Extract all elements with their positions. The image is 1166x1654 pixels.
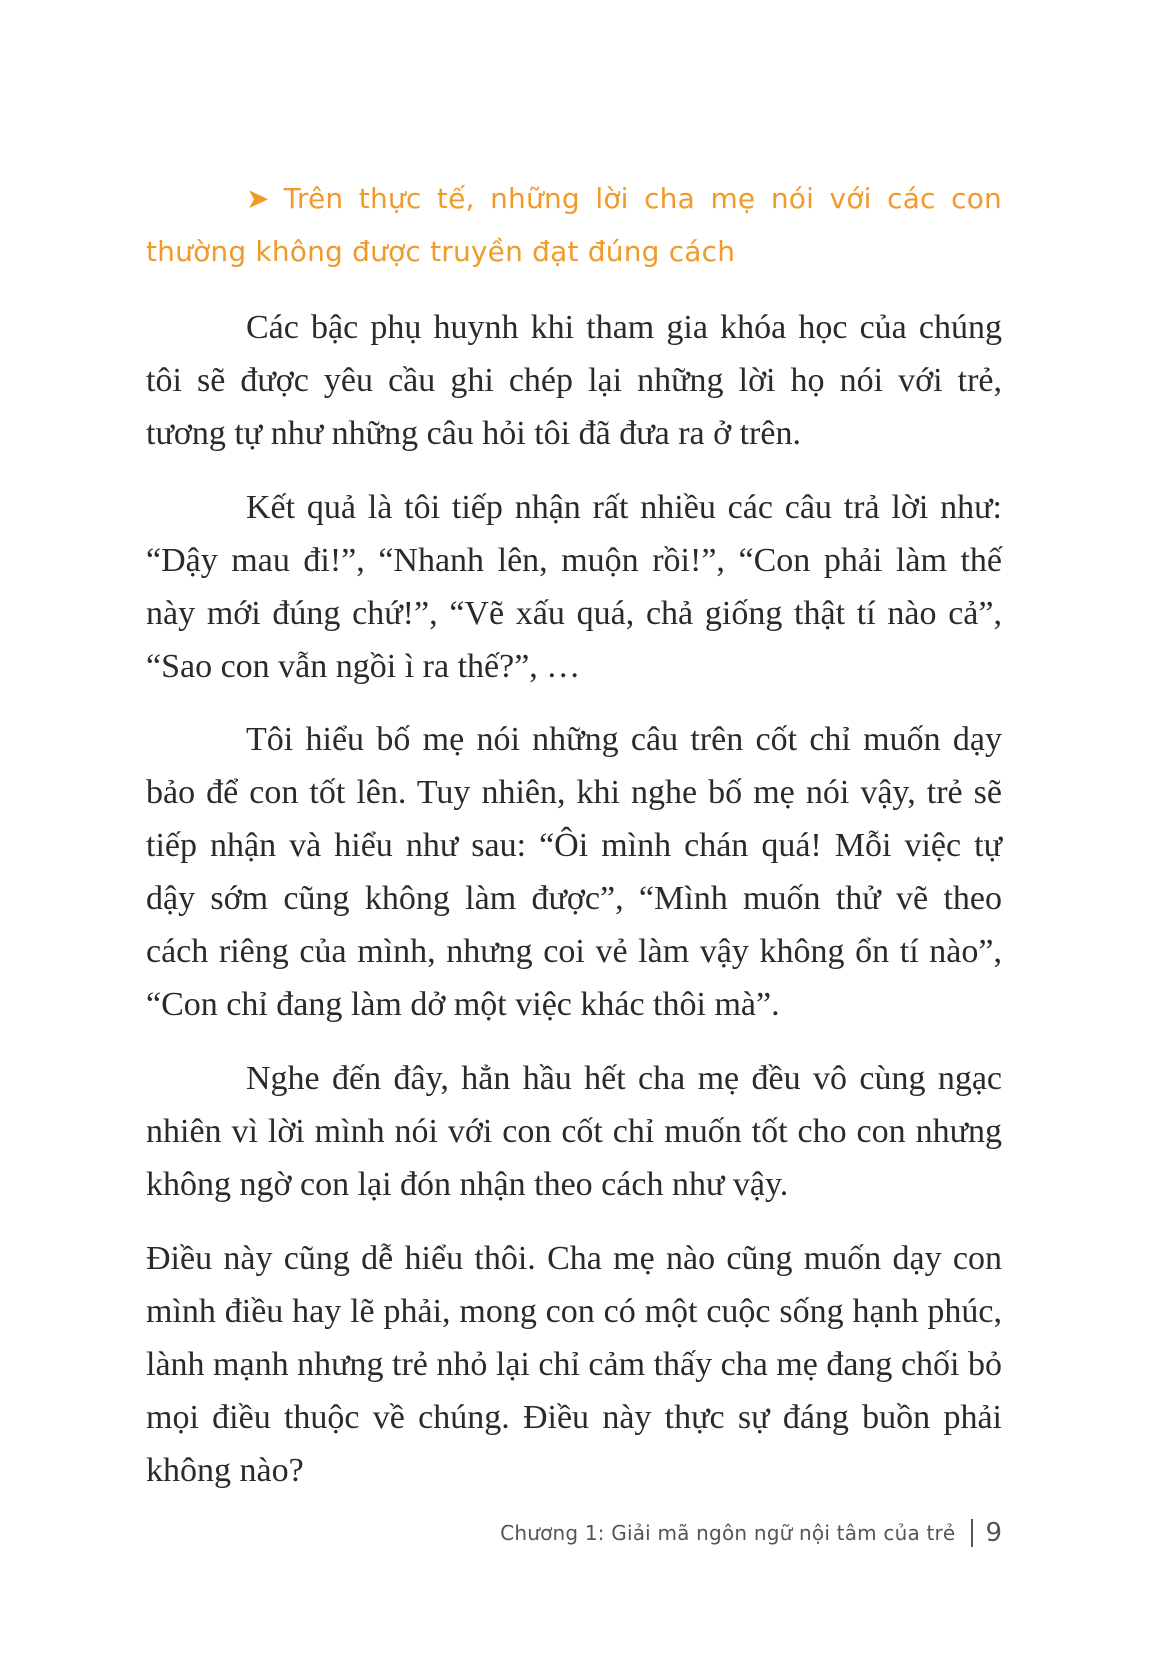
arrow-right-icon: ➤	[246, 182, 270, 215]
paragraph-1: Các bậc phụ huynh khi tham gia khóa học của chúng tôi sẽ được yêu cầu ghi chép lại những lời họ nói với trẻ, tương tự như những câu hỏi tôi đã đưa ra ở trên.	[146, 309, 1002, 452]
paragraph-3: Tôi hiểu bố mẹ nói những câu trên cốt chỉ muốn dạy bảo để con tốt lên. Tuy nhiên, khi nghe bố mẹ nói vậy, trẻ sẽ tiếp nhận và hiểu như sau: “Ôi mình chán quá! Mỗi việc tự dậy sớm cũng không làm được”, “Mình muốn thử vẽ theo cách riêng của mình, nhưng coi vẻ làm vậy không ổn tí nào”, “Con chỉ đang làm dở một việc khác thôi mà”.	[146, 721, 1002, 1023]
section-heading-text: Trên thực tế, những lời cha mẹ nói với các con thường không được truyền đạt đúng cách	[146, 182, 1002, 268]
page-number: 9	[985, 1518, 1002, 1548]
paragraph-4: Nghe đến đây, hẳn hầu hết cha mẹ đều vô cùng ngạc nhiên vì lời mình nói với con cốt chỉ muốn tốt cho con nhưng không ngờ con lại đón nhận theo cách như vậy.	[146, 1060, 1002, 1203]
chapter-title: Chương 1: Giải mã ngôn ngữ nội tâm của trẻ	[500, 1521, 956, 1545]
footer-divider	[971, 1519, 973, 1547]
paragraph-2: Kết quả là tôi tiếp nhận rất nhiều các câu trả lời như: “Dậy mau đi!”, “Nhanh lên, muộn rồi!”, “Con phải làm thế này mới đúng chứ!”, “Vẽ xấu quá, chả giống thật tí nào cả”, “Sao con vẫn ngồi ì ra thế?”, …	[146, 489, 1002, 685]
paragraph-5: Điều này cũng dễ hiểu thôi. Cha mẹ nào cũng muốn dạy con mình điều hay lẽ phải, mong con có một cuộc sống hạnh phúc, lành mạnh nhưng trẻ nhỏ lại chỉ cảm thấy cha mẹ đang chối bỏ mọi điều thuộc về chúng. Điều này thực sự đáng buồn phải không nào?	[146, 1240, 1002, 1489]
section-heading	[146, 172, 1002, 278]
page-footer	[500, 1518, 1002, 1548]
